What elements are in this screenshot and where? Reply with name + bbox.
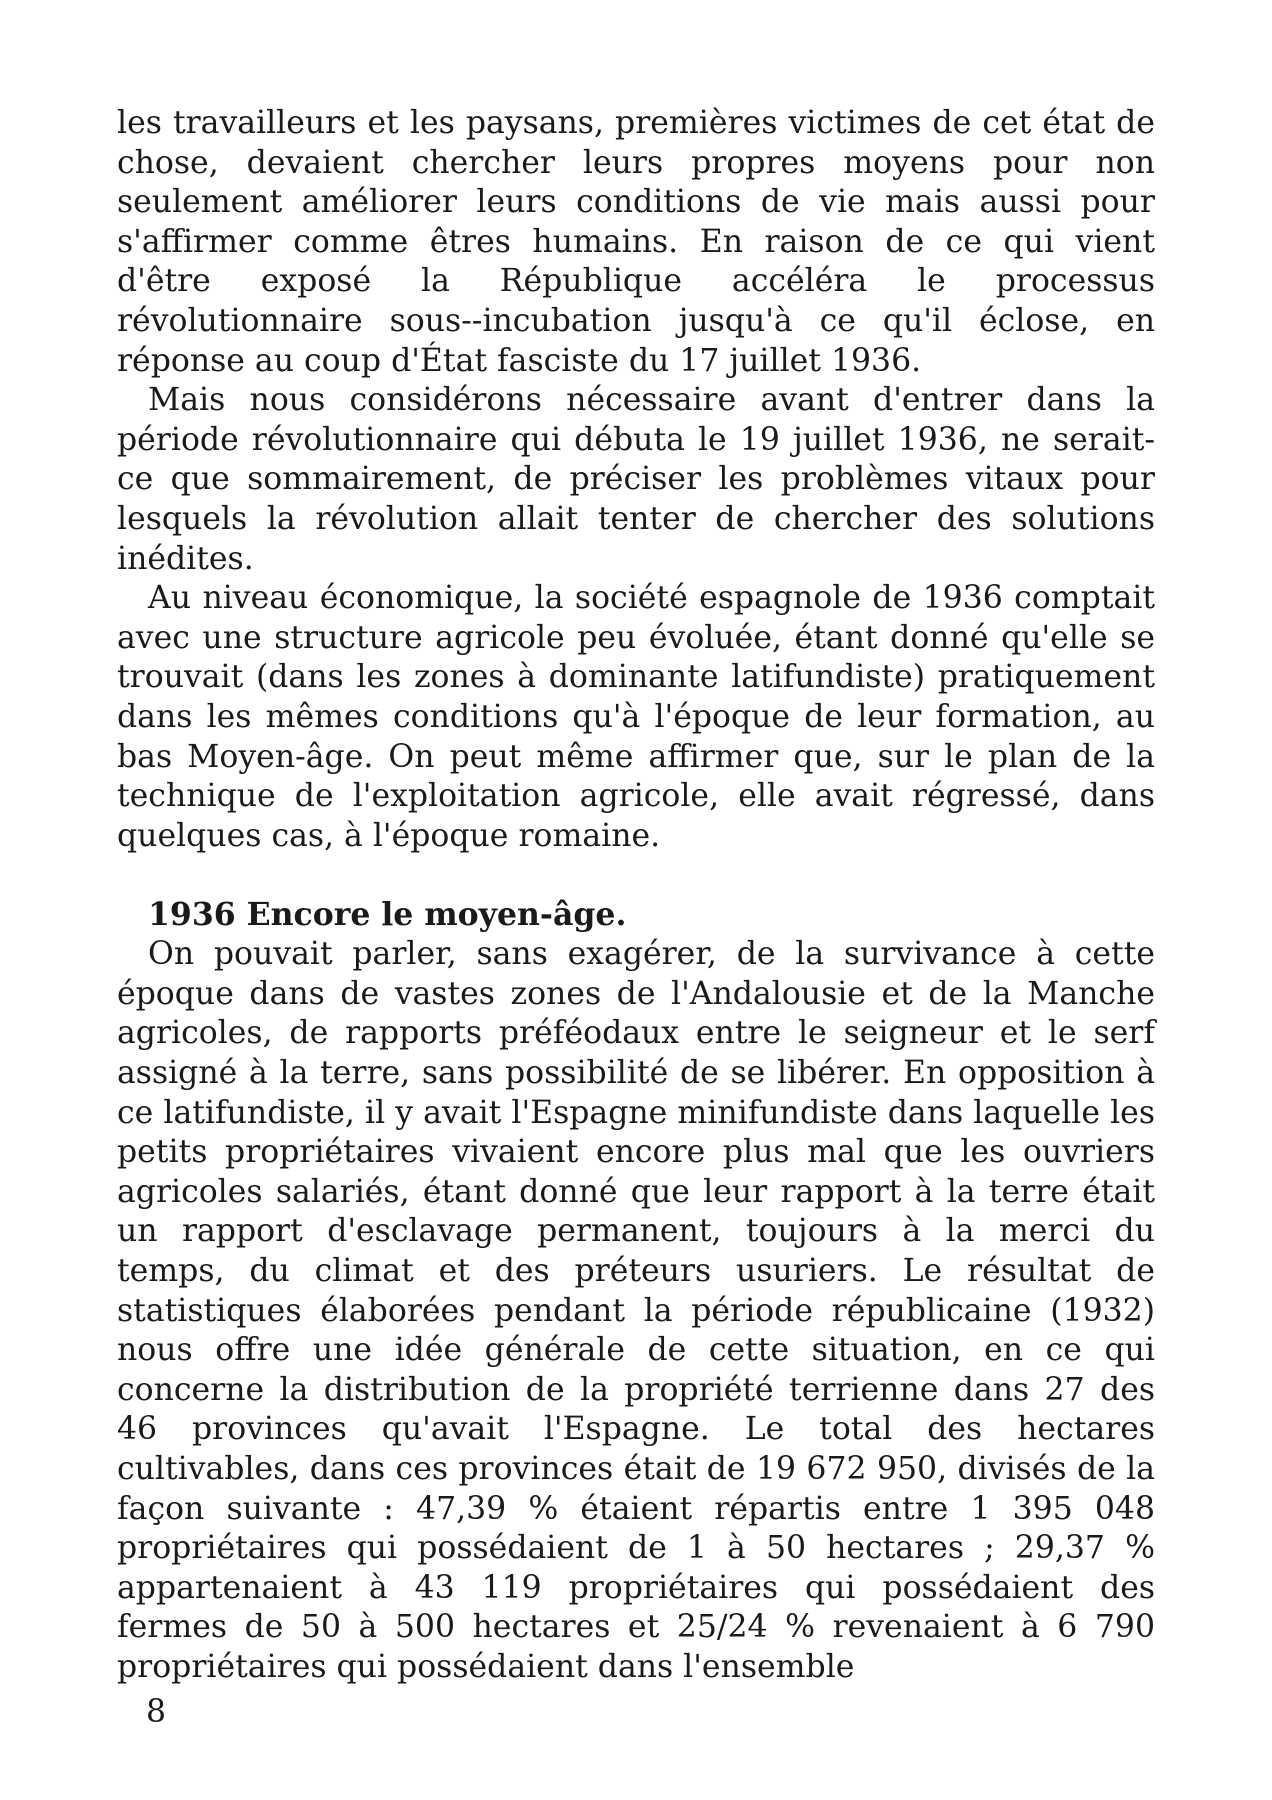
page-body	[117, 104, 1155, 1688]
paragraph-continuation: les travailleurs et les paysans, premières victimes de cet état de chose, devaient chercher leurs propres moyens pour non seulement améliorer leurs conditions de vie mais aussi pour s'affirmer comme êtres humains. En raison de ce qui vient d'être exposé la République accéléra le processus révolutionnaire sous--incubation jusqu'à ce qu'il éclose, en réponse au coup d'État fasciste du 17 juillet 1936.	[117, 105, 1155, 379]
paragraph-economic-level: Au niveau économique, la société espagnole de 1936 comptait avec une structure agricole peu évoluée, étant donné qu'elle se trouvait (dans les zones à dominante latifundiste) pratiquement dans les mêmes conditions qu'à l'époque de leur formation, au bas Moyen-âge. On peut même affirmer que, sur le plan de la technique de l'exploitation agricole, elle avait régressé, dans quelques cas, à l'époque romaine.	[117, 580, 1155, 854]
page-number: 8	[146, 1694, 167, 1730]
paragraph-revolutionary-period: Mais nous considérons nécessaire avant d'entrer dans la période révolutionnaire qui débuta le 19 juillet 1936, ne serait-ce que sommairement, de préciser les problèmes vitaux pour lesquels la révolution allait tenter de chercher des solutions inédites.	[117, 382, 1155, 577]
paragraph-middle-ages: On pouvait parler, sans exagérer, de la survivance à cette époque dans de vastes zones de l'Andalousie et de la Manche agricoles, de rapports préféodaux entre le seigneur et le serf assigné à la terre, sans possibilité de se libérer. En opposition à ce latifundiste, il y avait l'Espagne minifundiste dans laquelle les petits propriétaires vivaient encore plus mal que les ouvriers agricoles salariés, étant donné que leur rapport à la terre était un rapport d'esclavage permanent, toujours à la merci du temps, du climat et des préteurs usuriers. Le résultat de statistiques élaborées pendant la période républicaine (1932) nous offre une idée générale de cette situation, en ce qui concerne la distribution de la propriété terrienne dans 27 des 46 provinces qu'avait l'Espagne. Le total des hectares cultivables, dans ces provinces était de 19 672 950, divisés de la façon suivante : 47,39 % étaient répartis entre 1 395 048 propriétaires qui possédaient de 1 à 50 hectares ; 29,37 % appartenaient à 43 119 propriétaires qui possédaient des fermes de 50 à 500 hectares et 25/24 % revenaient à 6 790 propriétaires qui possédaient dans l'ensemble	[117, 936, 1155, 1685]
section-heading: 1936 Encore le moyen-âge.	[148, 896, 627, 934]
